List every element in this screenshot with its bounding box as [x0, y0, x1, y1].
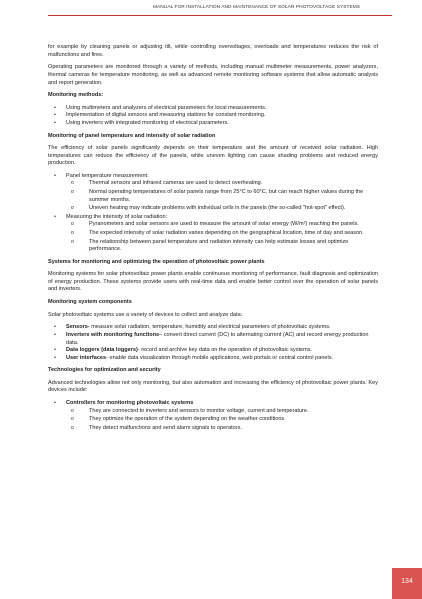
- header-title: MANUAL FOR INSTALLATION AND MAINTENANCE OF SOLAR PHOTOVOLTAGE SYSTEMS: [153, 5, 360, 10]
- monitoring-methods-heading: Monitoring methods:: [48, 92, 104, 99]
- group-label: Controllers for monitoring photovoltaic systems: [66, 400, 194, 407]
- sub-list: [66, 408, 378, 433]
- parameters-paragraph: Operating parameters are monitored through a variety of methods, including manual multimeter measurements, power analyzers, thermal cameras for temperature monitoring, as well as advanced remote monitoring software systems that allow automatic analysis and report generation.: [48, 64, 378, 86]
- sub-list-item: o They are connected to inverters and sensors to monitor voltage, current and temperature.: [66, 408, 378, 416]
- page-content: [48, 44, 378, 437]
- item-text: measure solar radiation, temperature, humidity and electrical parameters of photovoltaic systems.: [89, 324, 331, 331]
- sub-list: [66, 180, 378, 212]
- item-term: Data loggers (data loggers): [66, 347, 138, 354]
- list-item: [48, 332, 378, 347]
- sub-list-item: o The relationship between panel temperature and radiation intensity can help estimate losses and optimize performance.: [66, 239, 378, 254]
- list-item: [48, 214, 378, 254]
- technologies-heading: Technologies for optimization and security: [48, 367, 161, 374]
- intro-paragraph: for example by cleaning panels or adjusting tilt, while controlling overvoltages, overloads and temperatures reduces the risk of malfunctions and fires.: [48, 44, 378, 58]
- group-label: Measuring the intensity of solar radiation:: [66, 213, 168, 220]
- list-item: [48, 400, 378, 432]
- panel-temperature-heading: Monitoring of panel temperature and intensity of solar radiation: [48, 132, 216, 139]
- components-paragraph: Solar photovoltaic systems use a variety of devices to collect and analyze data:: [48, 311, 243, 318]
- item-text: - record and archive key data on the operation of photovoltaic systems.: [137, 347, 313, 354]
- components-heading: Monitoring system components: [48, 299, 132, 306]
- sub-list-item: o The expected intensity of solar radiation varies depending on the geographical location, time of day and season.: [66, 230, 378, 238]
- sub-list-item: o Thermal sensors and infrared cameras are used to detect overheating.: [66, 180, 378, 188]
- sub-list-item: o They optimize the operation of the system depending on the weather conditions.: [66, 416, 378, 424]
- sub-list: [66, 221, 378, 253]
- item-text: - enable data visualization through mobile applications, web portals or central control panels.: [106, 354, 334, 361]
- list-item: [48, 347, 378, 355]
- header-rule: [48, 15, 392, 16]
- list-item: [48, 173, 378, 213]
- systems-heading: Systems for monitoring and optimizing the operation of photovoltaic power plants: [48, 258, 265, 265]
- systems-paragraph: Monitoring systems for solar photovoltaic power plants enable continuous monitoring of performance, fault diagnosis and optimization of energy production. These systems provide users with real-time data and enable better control over the operation of solar panels and inverters.: [48, 271, 378, 293]
- group-label: Panel temperature measurement:: [66, 172, 149, 179]
- sub-list-item: o They detect malfunctions and send alarm signals to operators.: [66, 425, 378, 433]
- components-list: [48, 324, 378, 362]
- panel-temperature-paragraph: The efficiency of solar panels significantly depends on their temperature and the amount of received solar radiation. High temperatures can reduce the efficiency of the panels, while uneven lighting can cause shading problems and reduced energy production.: [48, 144, 378, 167]
- sub-list-item: o Normal operating temperatures of solar panels range from 25°C to 60°C, but can reach higher values during the summer months.: [66, 189, 378, 204]
- list-item: • Using inverters with integrated monitoring of electrical parameters.: [48, 120, 378, 128]
- page-number: 134: [401, 578, 413, 585]
- technologies-paragraph: Advanced technologies allow not only monitoring, but also automation and increasing the efficiency of photovoltaic power plants. Key devices include:: [48, 379, 378, 394]
- page-header: [0, 0, 422, 34]
- list-item: [48, 355, 378, 363]
- panel-temperature-list: [48, 173, 378, 254]
- item-text: – convert direct current (DC) to alternating current (AC) and record energy production data.: [66, 331, 369, 346]
- monitoring-methods-list: [48, 105, 378, 128]
- list-item: [48, 324, 378, 332]
- item-term: Inverters with monitoring functions: [66, 331, 160, 338]
- sub-list-item: o Uneven heating may indicate problems with individual cells in the panels (the so-called "hot-spot" effect).: [66, 205, 378, 213]
- item-term: Sensors-: [66, 324, 90, 331]
- item-term: User interfaces: [66, 354, 107, 361]
- sub-list-item: o Pyranometers and solar sensors are used to measure the amount of solar energy (W/m²) reaching the panels.: [66, 221, 378, 229]
- list-item: • Implementation of digital sensors and measuring stations for constant monitoring.: [48, 112, 378, 120]
- page-number-badge: [392, 568, 422, 599]
- technologies-list: [48, 400, 378, 432]
- list-item: • Using multimeters and analyzers of electrical parameters for local measurements.: [48, 105, 378, 113]
